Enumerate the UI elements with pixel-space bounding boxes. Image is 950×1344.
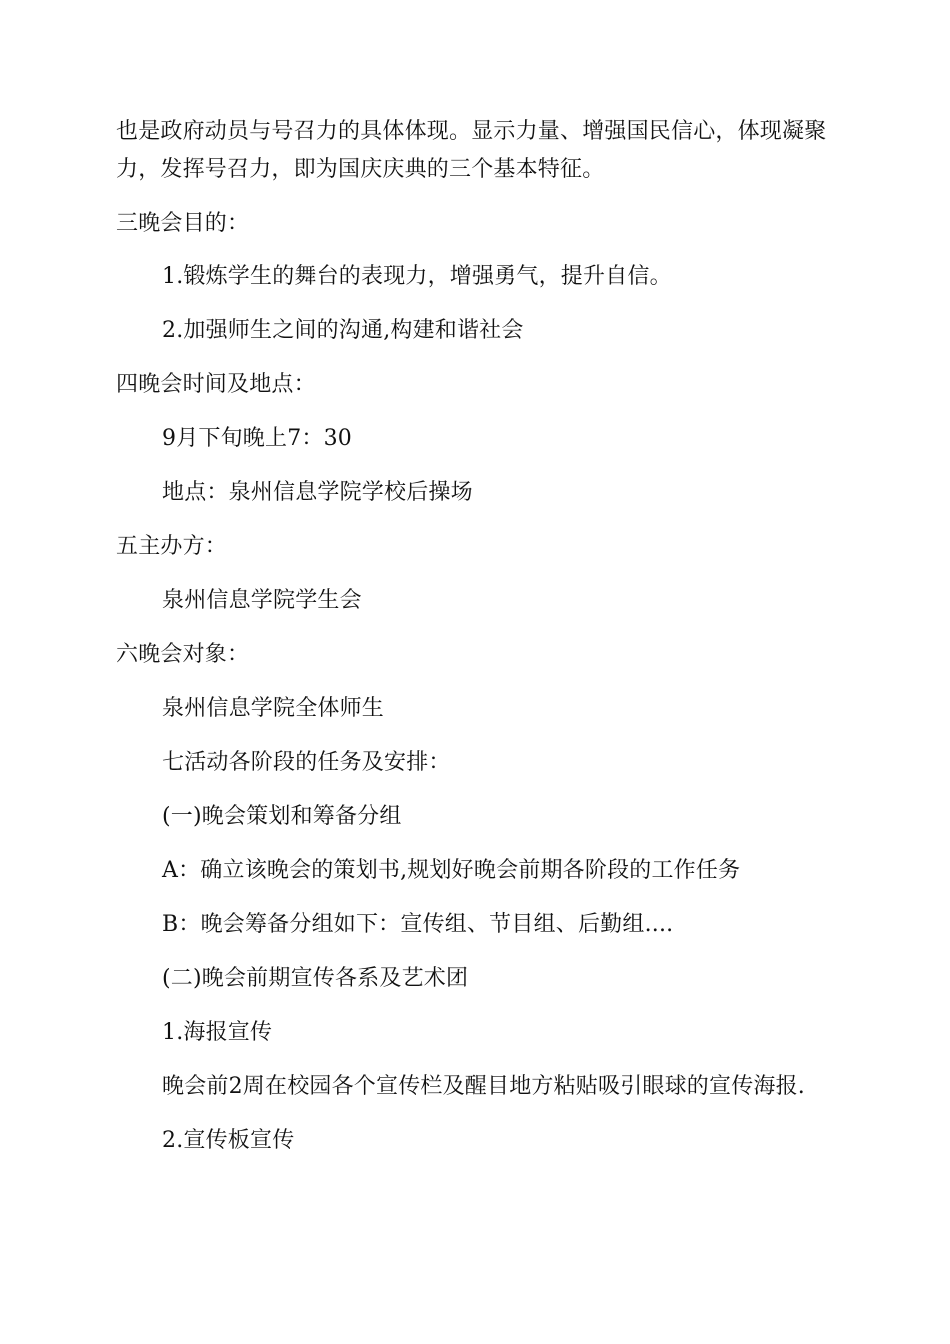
detail-line: A：确立该晚会的策划书,规划好晚会前期各阶段的工作任务 xyxy=(162,858,741,883)
subsection-heading: (一)晚会策划和筹备分组 xyxy=(162,804,402,829)
detail-line: B：晚会筹备分组如下：宣传组、节目组、后勤组.... xyxy=(162,912,674,937)
detail-line: 泉州信息学院学生会 xyxy=(162,588,362,613)
detail-line: 晚会前2周在校园各个宣传栏及醒目地方粘贴吸引眼球的宣传海报. xyxy=(162,1074,805,1099)
list-item: 1.海报宣传 xyxy=(162,1020,273,1045)
section-heading: 七活动各阶段的任务及安排： xyxy=(162,750,451,775)
list-item: 1.锻炼学生的舞台的表现力，增强勇气，提升自信。 xyxy=(162,264,672,289)
subsection-heading: (二)晚会前期宣传各系及艺术团 xyxy=(162,966,469,991)
section-heading: 三晚会目的： xyxy=(116,211,250,236)
detail-line: 泉州信息学院全体师生 xyxy=(162,696,385,721)
section-heading: 四晚会时间及地点： xyxy=(116,372,316,397)
paragraph-line: 也是政府动员与号召力的具体体现。显示力量、增强国民信心，体现凝聚 xyxy=(116,119,827,144)
list-item: 2.宣传板宣传 xyxy=(162,1128,295,1153)
section-heading: 五主办方： xyxy=(116,534,228,559)
detail-line: 9月下旬晚上7：30 xyxy=(162,426,352,451)
list-item: 2.加强师生之间的沟通,构建和谐社会 xyxy=(162,318,524,343)
detail-line: 地点：泉州信息学院学校后操场 xyxy=(162,480,473,505)
paragraph-line: 力，发挥号召力，即为国庆庆典的三个基本特征。 xyxy=(116,157,605,182)
section-heading: 六晚会对象： xyxy=(116,642,250,667)
